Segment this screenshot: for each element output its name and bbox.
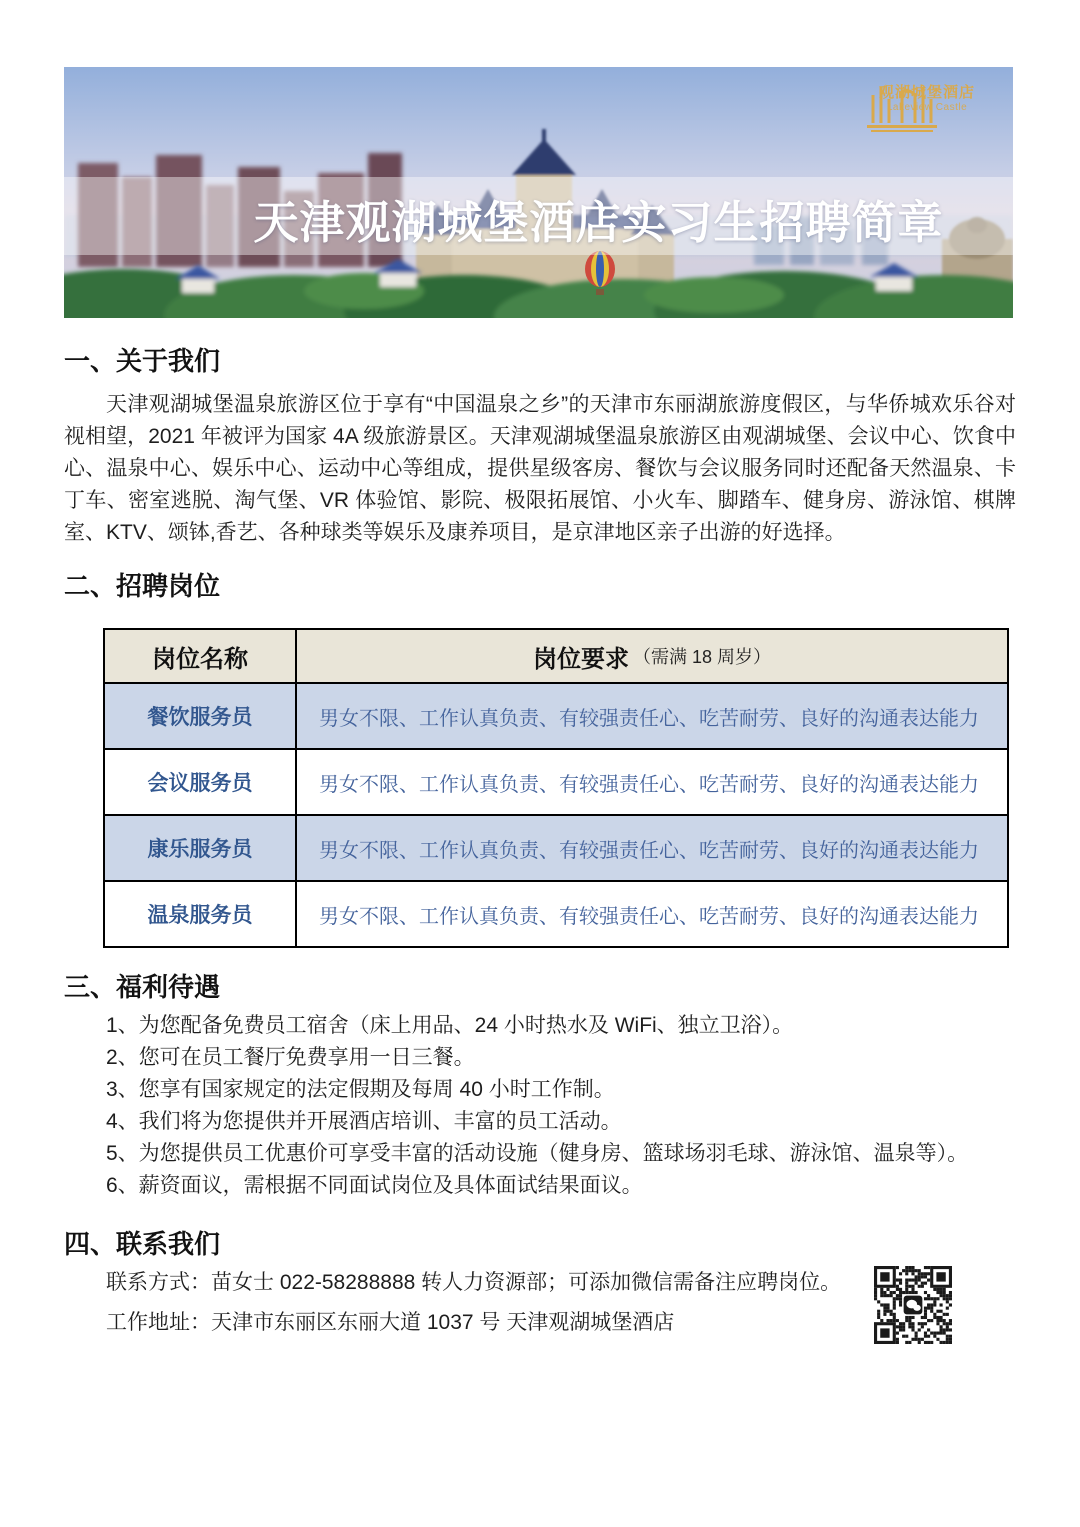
contact-address-line: 工作地址：天津市东丽区东丽大道 1037 号 天津观湖城堡酒店 <box>106 1311 675 1334</box>
about-paragraph: 天津观湖城堡温泉旅游区位于享有“中国温泉之乡”的天津市东丽湖旅游度假区，与华侨城欢乐谷对视相望，2021 年被评为国家 4A 级旅游景区。天津观湖城堡温泉旅游区由观湖城堡、会议中心、饮食中心、温泉中心、娱乐中心、运动中心等组成，提供星级客房、餐饮与会议服务同时还配备天然温泉、卡丁车、密室逃脱、淘气堡、VR 体验馆、影院、极限拓展馆、小火车、脚踏车、健身房、游泳馆、棋牌室、KTV、颂钵,香艺、各种球类等娱乐及康养项目，是京津地区亲子出游的好选择。 <box>64 393 1016 544</box>
header-requirements-note: （需满 18 周岁） <box>632 647 772 667</box>
hotel-logo <box>863 79 991 113</box>
section-heading-contact: 四、联系我们 <box>64 1229 221 1259</box>
list-item: 4、我们将为您提供并开展酒店培训、丰富的员工活动。 <box>106 1110 622 1133</box>
list-item: 1、为您配备免费员工宿舍（床上用品、24 小时热水及 WiFi、独立卫浴）。 <box>106 1014 794 1037</box>
position-requirements: 男女不限、工作认真负责、有较强责任心、吃苦耐劳、良好的沟通表达能力 <box>319 905 979 928</box>
banner-title: 天津观湖城堡酒店实习生招聘简章 <box>253 197 944 248</box>
section-heading-benefits: 三、福利待遇 <box>64 972 221 1002</box>
table-row <box>105 882 1007 946</box>
contact-info <box>106 1263 876 1343</box>
list-item: 6、薪资面议，需根据不同面试岗位及具体面试结果面议。 <box>106 1174 643 1197</box>
table-row <box>105 816 1007 882</box>
table-header-row <box>105 630 1007 684</box>
table-row <box>105 684 1007 750</box>
list-item: 5、为您提供员工优惠价可享受丰富的活动设施（健身房、篮球场羽毛球、游泳馆、温泉等）。 <box>106 1142 969 1165</box>
contact-phone-line: 联系方式：苗女士 022-58288888 转人力资源部；可添加微信需备注应聘岗位。 <box>106 1271 842 1294</box>
header-position-name: 岗位名称 <box>105 630 297 682</box>
header-requirements-label: 岗位要求 <box>532 645 629 673</box>
header-position-requirements <box>297 630 1007 682</box>
position-name: 温泉服务员 <box>105 882 297 946</box>
qr-pattern <box>874 1266 952 1344</box>
logo-name-cn: 观湖城堡酒店 <box>878 84 975 101</box>
section-heading-positions: 二、招聘岗位 <box>64 571 221 601</box>
position-requirements: 男女不限、工作认真负责、有较强责任心、吃苦耐劳、良好的沟通表达能力 <box>319 773 979 796</box>
list-item: 2、您可在员工餐厅免费享用一日三餐。 <box>106 1046 475 1069</box>
table-row <box>105 750 1007 816</box>
logo-name-en: Lakeview Castle <box>886 102 968 113</box>
position-name: 会议服务员 <box>105 750 297 814</box>
position-name: 康乐服务员 <box>105 816 297 880</box>
section-heading-about: 一、关于我们 <box>64 346 221 376</box>
position-requirements: 男女不限、工作认真负责、有较强责任心、吃苦耐劳、良好的沟通表达能力 <box>319 707 979 730</box>
banner <box>64 67 1013 318</box>
benefits-list <box>106 1010 1016 1202</box>
positions-table <box>103 628 1009 948</box>
list-item: 3、您享有国家规定的法定假期及每周 40 小时工作制。 <box>106 1078 615 1101</box>
wechat-qr-code <box>874 1266 952 1344</box>
position-requirements: 男女不限、工作认真负责、有较强责任心、吃苦耐劳、良好的沟通表达能力 <box>319 839 979 862</box>
position-name: 餐饮服务员 <box>105 684 297 748</box>
